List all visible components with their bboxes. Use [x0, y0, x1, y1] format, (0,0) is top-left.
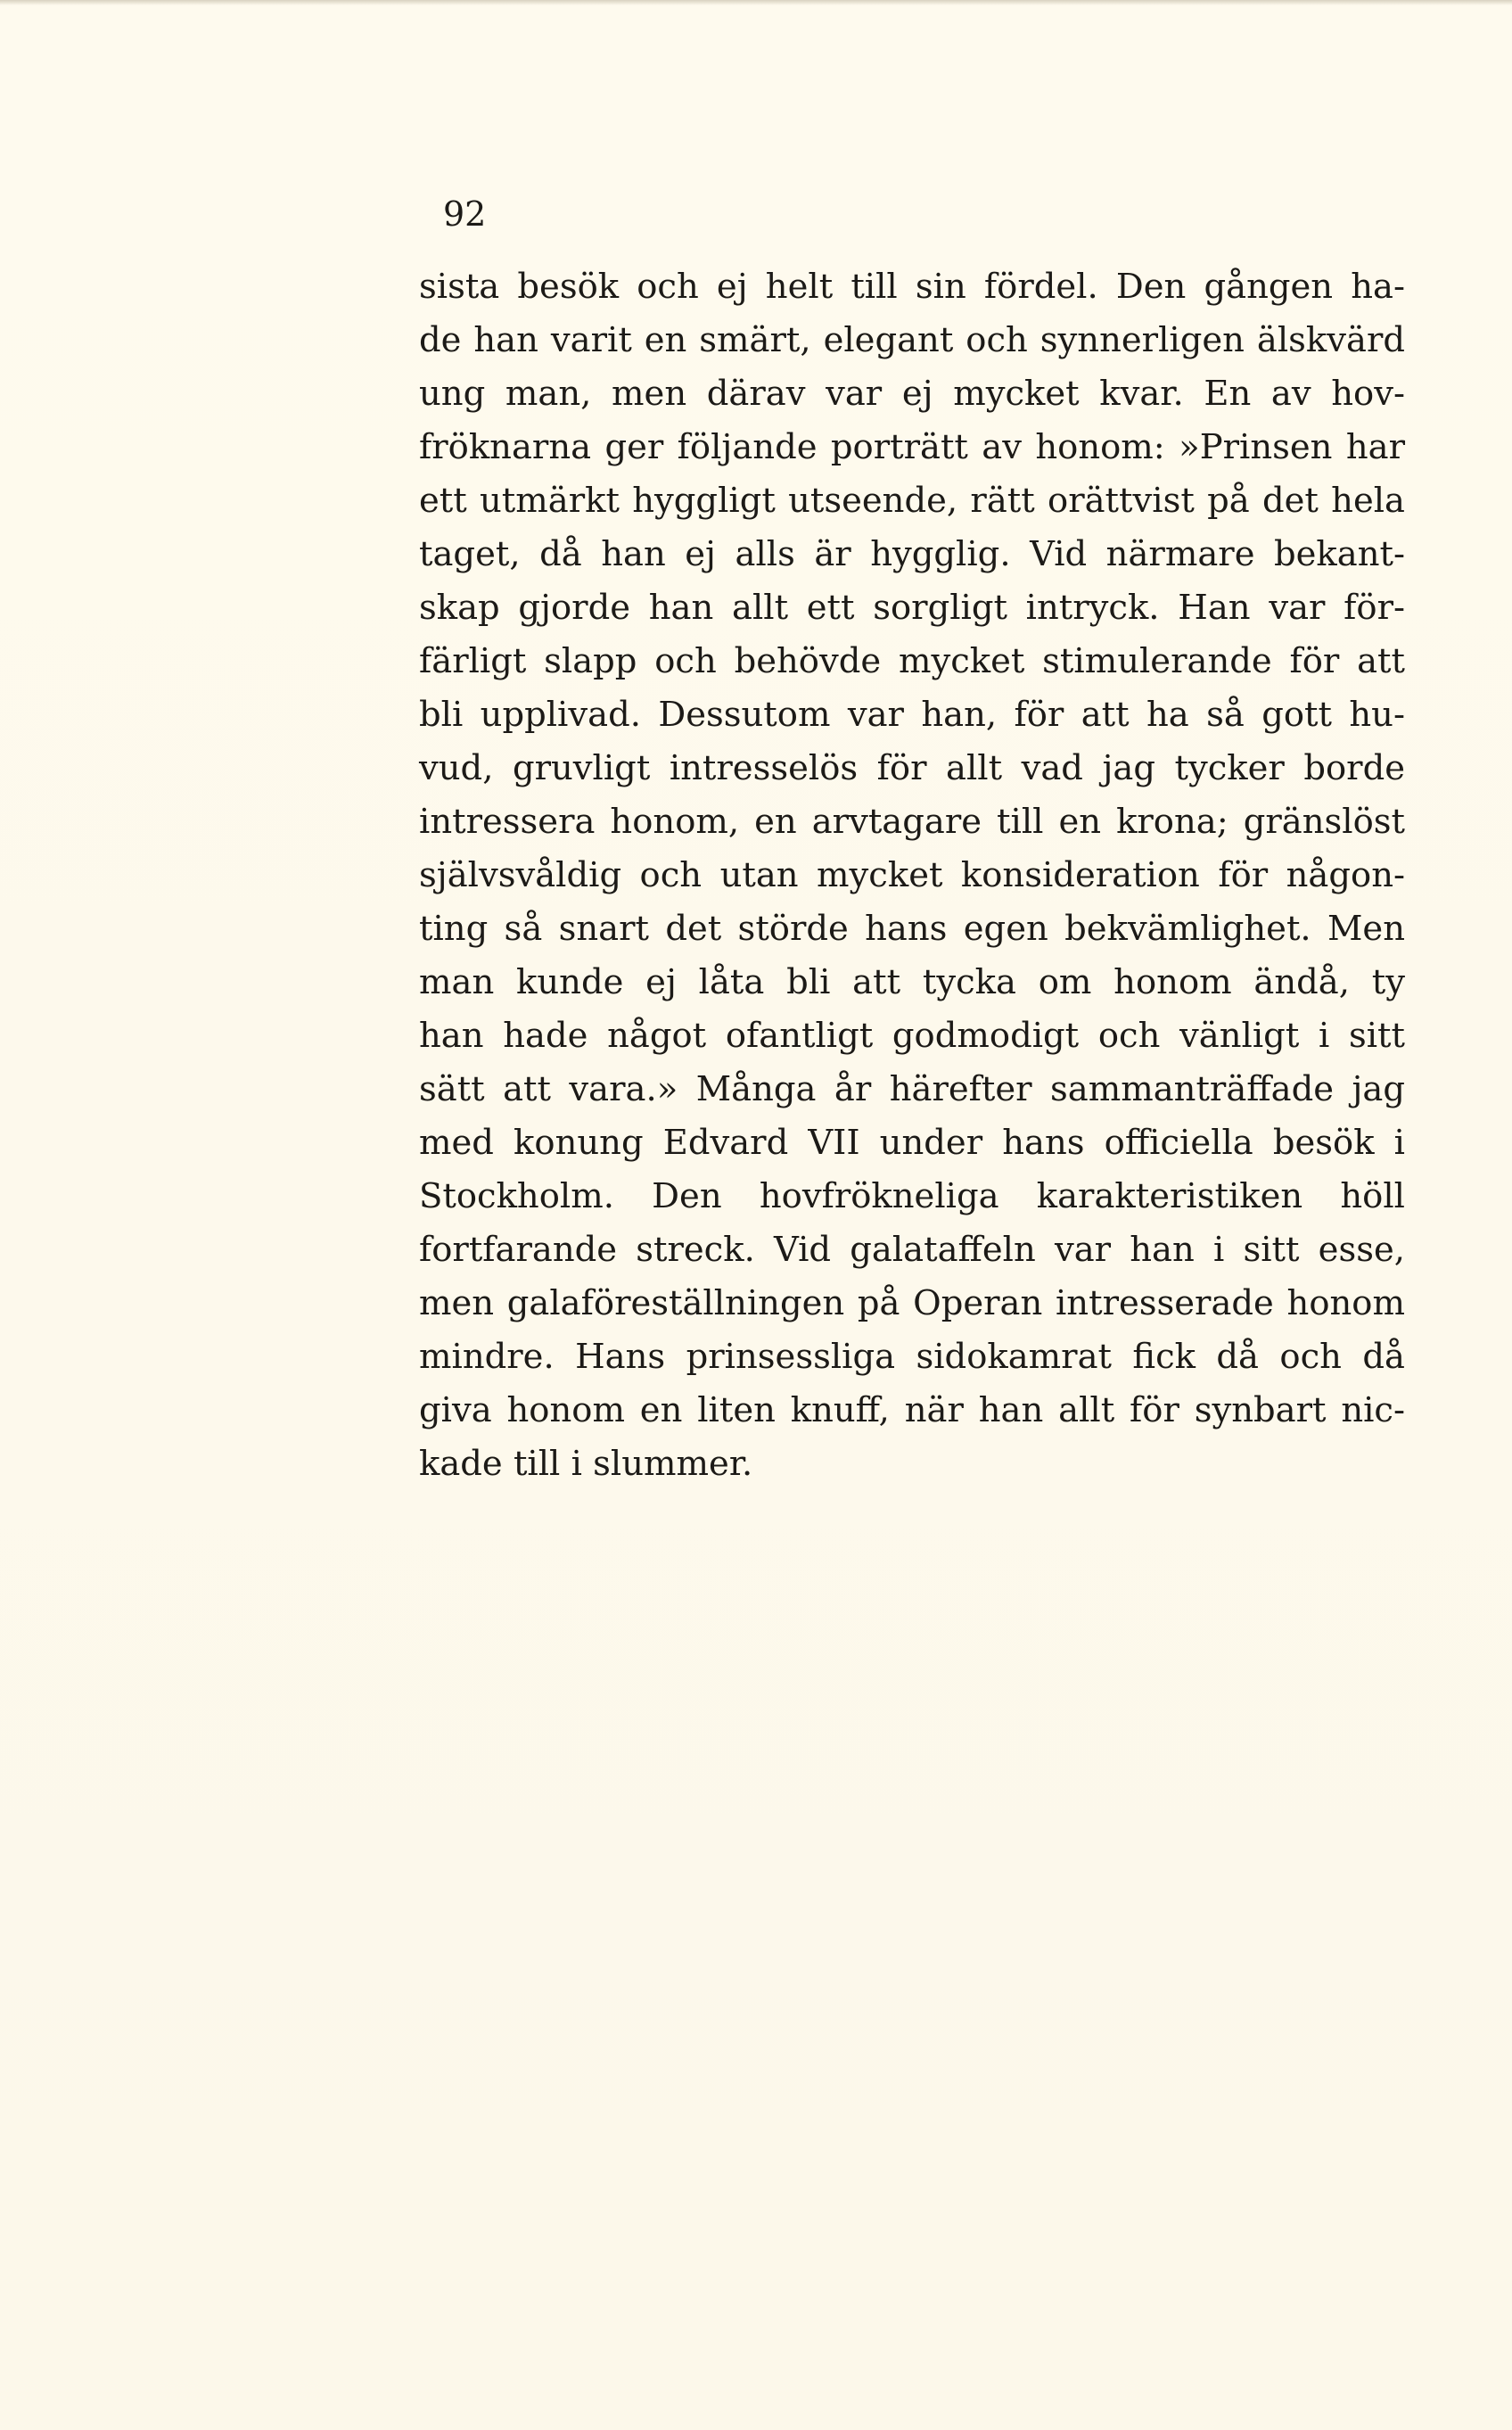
text-line: vud, gruvligt intresselös för allt vad jag tycker borde: [419, 748, 1405, 788]
text-line: mindre. Hans prinsessliga sidokamrat fick då och då: [419, 1337, 1405, 1377]
text-line: giva honom en liten knuff, när han allt för synbart nic-: [419, 1390, 1405, 1430]
text-line: intressera honom, en arvtagare till en krona; gränslöst: [419, 802, 1405, 842]
text-line: taget, då han ej alls är hygglig. Vid närmare bekant-: [419, 534, 1405, 574]
text-line: ung man, men därav var ej mycket kvar. En av hov-: [419, 374, 1405, 414]
text-line: fortfarande streck. Vid galataffeln var han i sitt esse,: [419, 1230, 1405, 1270]
text-line: man kunde ej låta bli att tycka om honom ändå, ty: [419, 962, 1405, 1002]
text-line: skap gjorde han allt ett sorgligt intryck. Han var för-: [419, 588, 1405, 628]
text-line: han hade något ofantligt godmodigt och vänligt i sitt: [419, 1016, 1405, 1056]
text-line: de han varit en smärt, elegant och synnerligen älskvärd: [419, 320, 1405, 360]
text-line: med konung Edvard VII under hans officiella besök i: [419, 1123, 1405, 1163]
text-line: kade till i slummer.: [419, 1444, 753, 1484]
page-edge: [0, 0, 1512, 5]
text-line: sista besök och ej helt till sin fördel. Den gången ha-: [419, 267, 1405, 307]
text-line: ett utmärkt hyggligt utseende, rätt orättvist på det hela: [419, 481, 1405, 521]
text-line: men galaföreställningen på Operan intresserade honom: [419, 1283, 1405, 1323]
text-line: självsvåldig och utan mycket konsideration för någon-: [419, 855, 1405, 895]
page-number: 92: [443, 194, 487, 234]
text-line: fröknarna ger följande porträtt av honom: »Prinsen har: [419, 427, 1405, 467]
text-line: bli upplivad. Dessutom var han, för att ha så gott hu-: [419, 695, 1405, 735]
body-text: [419, 260, 1405, 1491]
text-line: färligt slapp och behövde mycket stimulerande för att: [419, 641, 1405, 681]
text-line: Stockholm. Den hovfrökneliga karakteristiken höll: [419, 1176, 1405, 1216]
text-line: sätt att vara.» Många år härefter sammanträffade jag: [419, 1069, 1405, 1109]
text-line: ting så snart det störde hans egen bekvämlighet. Men: [419, 909, 1405, 949]
